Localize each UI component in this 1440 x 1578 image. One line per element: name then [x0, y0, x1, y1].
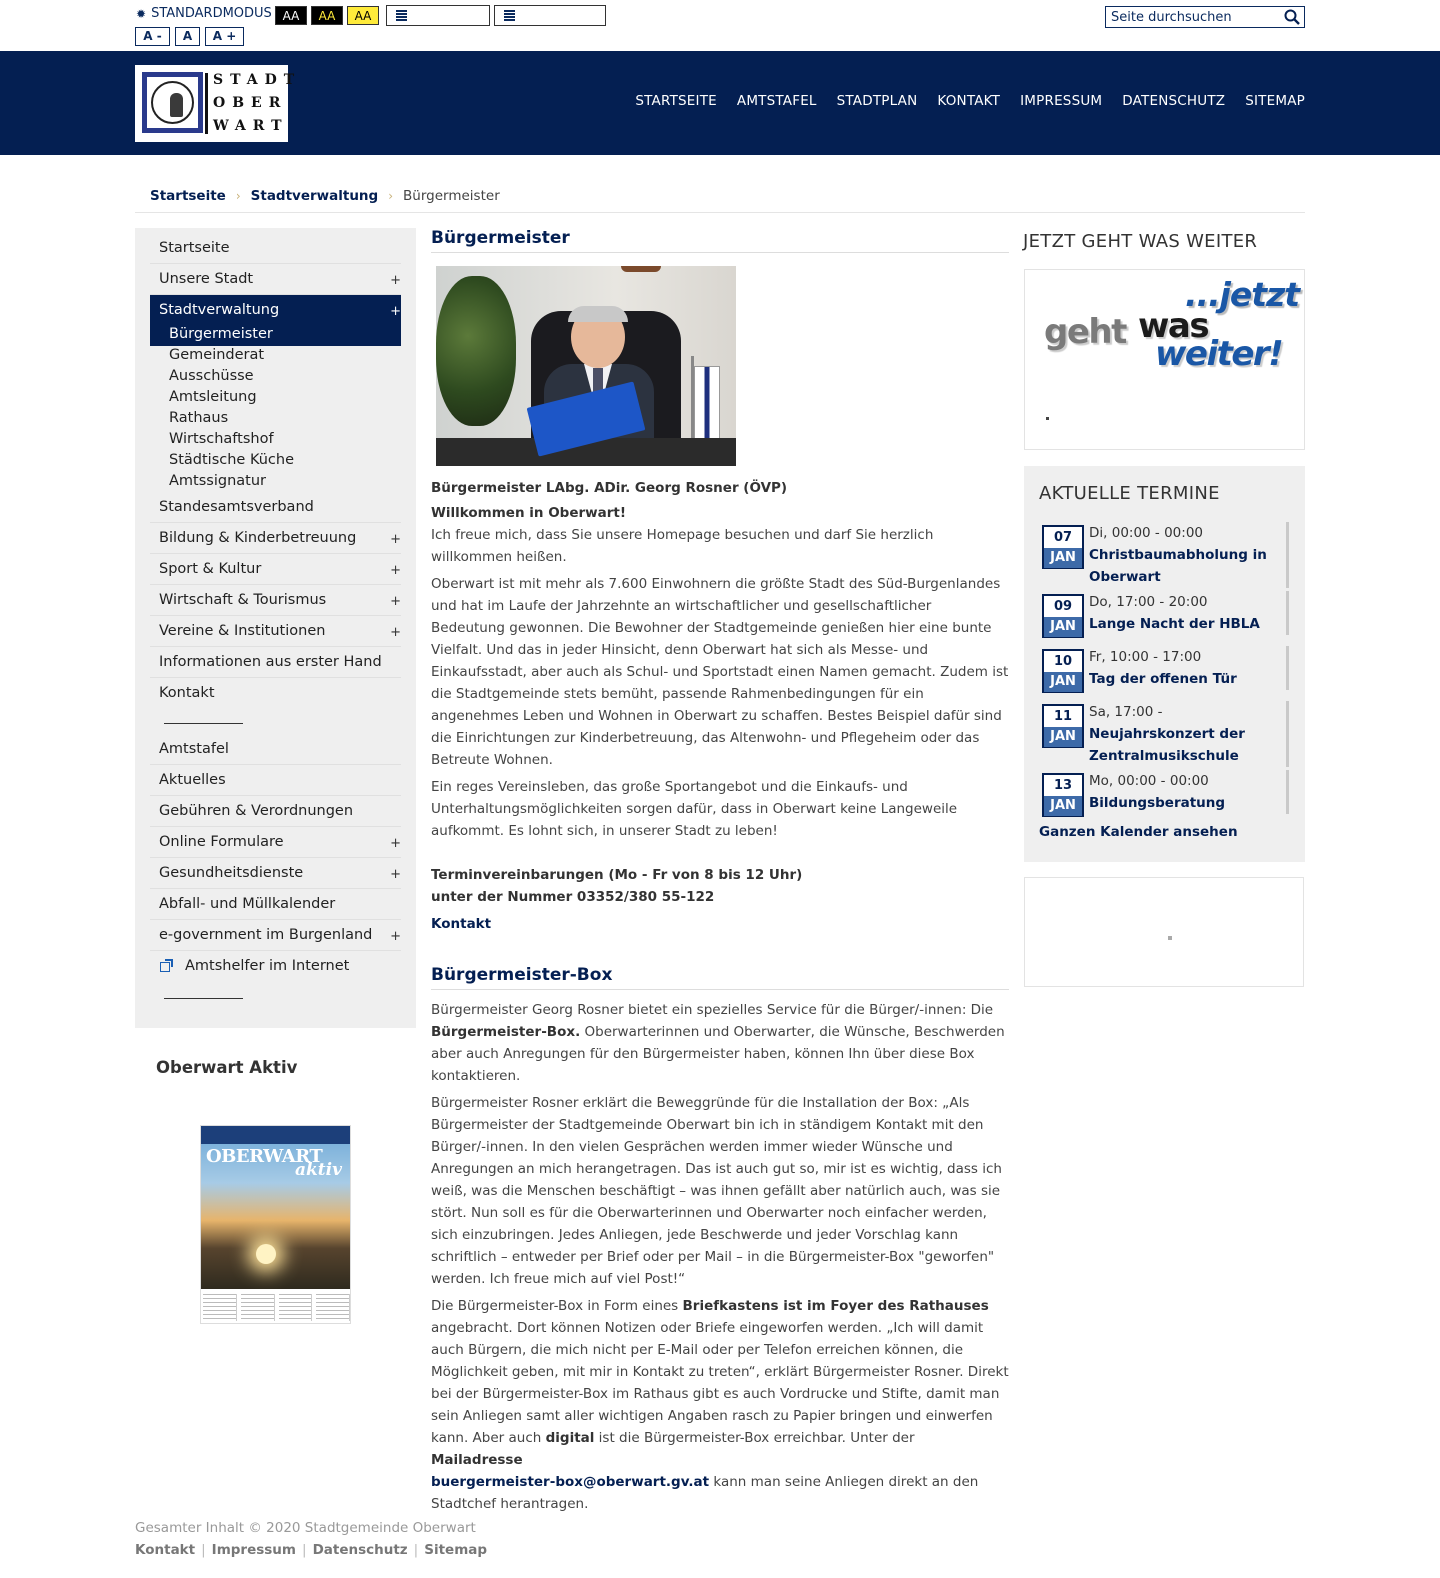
logo-word-1: STADT	[213, 72, 302, 88]
list-icon	[396, 10, 407, 21]
event-title[interactable]: Christbaumabholung in Oberwart	[1089, 547, 1267, 585]
nav-startseite[interactable]: STARTSEITE	[635, 93, 717, 109]
nav-stadtplan[interactable]: STADTPLAN	[836, 93, 918, 109]
nav-datenschutz[interactable]: DATENSCHUTZ	[1122, 93, 1226, 109]
event-date: 09 JAN	[1042, 594, 1084, 638]
divider	[164, 723, 243, 724]
plus-icon[interactable]: +	[390, 867, 401, 882]
nav-amtstafel[interactable]: AMTSTAFEL	[736, 93, 817, 109]
mail-link[interactable]: buergermeister-box@oberwart.gv.at	[431, 1474, 710, 1490]
line-spacing-button[interactable]	[386, 5, 490, 26]
sun-icon: ✹	[136, 6, 147, 21]
contrast-black-yellow-button[interactable]: AA	[311, 6, 343, 25]
site-header	[0, 51, 1440, 155]
plus-icon[interactable]: +	[390, 625, 401, 640]
letter-spacing-button[interactable]	[494, 5, 606, 26]
chevron-right-icon: ›	[235, 189, 241, 203]
box-paragraph-2: Bürgermeister Rosner erklärt die Beweggründe für die Installation der Box: „Als Bürgermeister der Stadtgemeinde Oberwart bin ich in ständigem Kontakt mit den Bürger/-innen. In den vielen Gesprächen werden immer wieder Wünsche und Anregungen an mich herangetragen. Das ist auch gut so, mir ist es wichtig, dass ich weiß, was die Menschen beschäftigt – was ihnen gefällt aber natürlich auch, was sie stört. Nun soll es für die Oberwarterinnen und Oberwarter noch einfacher werden, sich einzubringen. Jedes Anliegen, jede Beschwerde und jeder Vorschlag kann schriftlich – entweder per Brief oder per Mail – in die Bürgermeister-Box "geworfen" werden. Ich freue mich auf viel Post!“	[431, 1095, 1002, 1287]
plus-icon[interactable]: +	[390, 273, 401, 288]
event-time: Fr, 10:00 - 17:00	[1089, 649, 1202, 665]
city-paragraph: Oberwart ist mit mehr als 7.600 Einwohnern die größte Stadt des Süd-Burgenlandes und hat im Laufe der Jahrzehnte an wirtschaftlicher und gesellschaftlicher Bedeutung gewonnen. Die Bewohner der Stadtgemeinde genießen hier eine bunte Vielfalt. Und das in jeder Hinsicht, denn Oberwart hat sich als Messe- und Einkaufsstadt, aber auch als Schul- und Sportstadt einen Namen gemacht. Zudem ist die Stadtgemeinde stets bemüht, passende Rahmenbedingungen für ein angenehmes Leben und Wohnen in Oberwart zu schaffen. Bestes Beispiel dafür sind die Einrichtungen zur Kinderbetreuung, das Altenwohn- und Pflegeheim oder das Betreute Wohnen.	[431, 576, 1009, 768]
sidebar-item-stadtverwaltung[interactable]: Stadtverwaltung +	[150, 295, 401, 346]
footer-link-datenschutz[interactable]: Datenschutz	[312, 1542, 408, 1558]
cover-subtitle: aktiv	[295, 1160, 342, 1180]
coat-of-arms-icon	[142, 72, 203, 133]
slider-dot[interactable]	[1046, 417, 1049, 420]
office-hours: Terminvereinbarungen (Mo - Fr von 8 bis 12 Uhr)	[431, 867, 803, 883]
sidebar-subitem-amtsleitung[interactable]: Amtsleitung	[169, 389, 257, 405]
sidebar-subitem-amtssignatur[interactable]: Amtssignatur	[169, 473, 266, 489]
list-icon	[504, 10, 515, 21]
breadcrumb-current: Bürgermeister	[403, 188, 500, 204]
box-section-title: Bürgermeister-Box	[431, 965, 1009, 990]
sidebar-subitem-gemeinderat[interactable]: Gemeinderat	[169, 347, 265, 363]
banner-was: was	[1138, 306, 1209, 346]
contact-link[interactable]: Kontakt	[431, 916, 492, 932]
standard-mode-label: STANDARDMODUS	[151, 6, 272, 21]
footer-link-sitemap[interactable]: Sitemap	[424, 1542, 488, 1558]
oberwart-aktiv-heading: Oberwart Aktiv	[156, 1058, 298, 1077]
sidebar-subitem-buergermeister[interactable]: Bürgermeister	[160, 324, 401, 345]
sidebar-item-abfallkalender[interactable]: Abfall- und Müllkalender	[150, 889, 401, 920]
scrollbar[interactable]	[1286, 646, 1289, 690]
standard-mode-toggle[interactable]	[136, 6, 272, 21]
font-reset-button[interactable]: A	[175, 27, 200, 46]
contrast-yellow-black-button[interactable]: AA	[347, 6, 379, 25]
event-item[interactable]	[1039, 591, 1289, 637]
event-time: Do, 17:00 - 20:00	[1089, 594, 1208, 610]
event-date: 11 JAN	[1042, 704, 1084, 748]
box-paragraph-1: Bürgermeister Georg Rosner bietet ein spezielles Service für die Bürger/-innen: Die Bürgermeister-Box. Oberwarterinnen und Oberwarter, die Wünsche, Beschwerden aber auch Anregungen für den Bürgermeister haben, können Ihn über diese Box kontaktieren.	[431, 1002, 1005, 1084]
sidebar-item-gebuehren[interactable]: Gebühren & Verordnungen	[150, 796, 401, 827]
logo-word-2: OBER	[213, 95, 288, 111]
sidebar-item-standesamtsverband[interactable]: Standesamtsverband	[150, 492, 401, 523]
plus-icon[interactable]: +	[390, 563, 401, 578]
plus-icon[interactable]: +	[390, 304, 401, 319]
full-calendar-link[interactable]: Ganzen Kalender ansehen	[1039, 824, 1238, 840]
nav-kontakt[interactable]: KONTAKT	[937, 93, 1001, 109]
nav-impressum[interactable]: IMPRESSUM	[1020, 93, 1103, 109]
event-time: Sa, 17:00 -	[1089, 704, 1163, 720]
mayor-photo	[436, 266, 736, 466]
event-date: 13 JAN	[1042, 773, 1084, 817]
events-heading: AKTUELLE TERMINE	[1039, 483, 1220, 504]
cover-title: OBERWART	[206, 1146, 323, 1167]
nav-sitemap[interactable]: SITEMAP	[1245, 93, 1305, 109]
page-title: Bürgermeister	[431, 228, 1009, 253]
sidebar-item-vereine[interactable]: Vereine & Institutionen +	[150, 616, 401, 647]
site-logo[interactable]	[135, 65, 302, 142]
event-time: Mo, 00:00 - 00:00	[1089, 773, 1209, 789]
scrollbar[interactable]	[1286, 591, 1289, 635]
breadcrumb-section[interactable]: Stadtverwaltung	[250, 188, 379, 204]
search-icon[interactable]	[1284, 9, 1300, 25]
main-content	[431, 228, 1009, 1512]
sidebar-subitem-ausschuesse[interactable]: Ausschüsse	[169, 368, 254, 384]
sidebar-item-informationen[interactable]: Informationen aus erster Hand	[150, 647, 401, 678]
breadcrumb	[150, 188, 500, 204]
sidebar-item-amtstafel[interactable]: Amtstafel	[150, 734, 401, 765]
contrast-black-white-button[interactable]: AA	[275, 6, 307, 25]
utility-bar	[0, 0, 1440, 51]
sidebar-item-bildung[interactable]: Bildung & Kinderbetreuung +	[150, 523, 401, 554]
banner-jetzt: ...jetzt	[1185, 275, 1300, 314]
sidebar-item-wirtschaft-tourismus[interactable]: Wirtschaft & Tourismus +	[150, 585, 401, 616]
divider	[164, 998, 243, 999]
events-panel	[1024, 466, 1305, 862]
plus-icon[interactable]: +	[390, 929, 401, 944]
campaign-banner[interactable]	[1024, 269, 1305, 450]
banner-weiter: weiter!	[1155, 334, 1283, 374]
banner-geht: geht	[1044, 312, 1126, 352]
chevron-right-icon: ›	[388, 189, 394, 203]
sidebar-item-gesundheitsdienste[interactable]: Gesundheitsdienste +	[150, 858, 401, 889]
search-input[interactable]	[1106, 7, 1276, 27]
sidebar-subitem-wirtschaftshof[interactable]: Wirtschaftshof	[169, 431, 274, 447]
scrollbar[interactable]	[1286, 770, 1289, 814]
sidebar-item-unsere-stadt[interactable]: Unsere Stadt +	[150, 264, 401, 295]
footer-link-impressum[interactable]: Impressum	[211, 1542, 296, 1558]
sidebar-subitem-rathaus[interactable]: Rathaus	[169, 410, 229, 426]
sidebar-item-amtshelfer[interactable]: Amtshelfer im Internet	[185, 958, 350, 974]
plus-icon[interactable]: +	[390, 594, 401, 609]
plus-icon[interactable]: +	[390, 836, 401, 851]
sidebar-item-startseite[interactable]: Startseite	[150, 233, 401, 264]
sidebar-item-e-government[interactable]: e-government im Burgenland +	[150, 920, 401, 951]
breadcrumb-home[interactable]: Startseite	[150, 188, 226, 204]
footer-separator: |	[413, 1542, 419, 1558]
widget-placeholder	[1024, 877, 1304, 987]
main-nav	[635, 93, 1305, 109]
welcome-heading: Willkommen in Oberwart!	[431, 505, 627, 521]
scrollbar[interactable]	[1286, 522, 1289, 588]
event-time: Di, 00:00 - 00:00	[1089, 525, 1203, 541]
event-title[interactable]: Tag der offenen Tür	[1089, 671, 1237, 687]
sidebar-item-sport-kultur[interactable]: Sport & Kultur +	[150, 554, 401, 585]
plus-icon[interactable]: +	[390, 532, 401, 547]
scrollbar[interactable]	[1286, 701, 1289, 767]
event-title[interactable]: Neujahrskonzert der Zentralmusikschule	[1089, 726, 1245, 764]
intro-paragraph: Ich freue mich, dass Sie unsere Homepage besuchen und darf Sie herzlich willkommen heißen.	[431, 527, 934, 565]
box-paragraph-3: Die Bürgermeister-Box in Form eines Briefkastens ist im Foyer des Rathauses angebracht. Dort können Notizen oder Briefe eingeworfen werden. „Ich will damit auch Bürgern, die mich nicht per E-Mail oder per Telefon erreichen können, die Möglichkeit geben, mit mir in Kontakt zu treten“, erklärt Bürgermeister Rosner. Direkt bei der Bürgermeister-Box im Rathaus gibt es auch Vordrucke und Stifte, damit man sein Anliegen samt aller wichtigen Angaben rasch zu Papier bringen und einwerfen kann. Aber auch digital ist die Bürgermeister-Box erreichbar. Unter der Mailadresse buergermeister-box@oberwart.gv.at kann man seine Anliegen direkt an den Stadtchef herantragen.	[431, 1298, 1009, 1512]
footer-links	[135, 1542, 487, 1558]
sidebar-nav	[135, 228, 416, 1028]
font-decrease-button[interactable]: A -	[135, 27, 170, 46]
external-link-icon	[160, 962, 170, 972]
vereins-paragraph: Ein reges Vereinsleben, das große Sportangebot und die Einkaufs- und Unterhaltungsmöglichkeiten sorgen dafür, dass in Oberwart keine Langeweile aufkommt. Es lohnt sich, in unserer Stadt zu leben!	[431, 779, 958, 839]
event-item[interactable]	[1039, 701, 1289, 767]
sidebar-item-online-formulare[interactable]: Online Formulare +	[150, 827, 401, 858]
logo-word-3: WART	[213, 118, 289, 134]
footer-separator: |	[302, 1542, 307, 1558]
event-item[interactable]	[1039, 770, 1289, 816]
divider	[135, 212, 1305, 213]
sidebar-item-kontakt[interactable]: Kontakt	[159, 685, 215, 701]
footer-separator: |	[201, 1542, 206, 1558]
sidebar-subitem-staedtische-kueche[interactable]: Städtische Küche	[169, 452, 294, 468]
sidebar-item-aktuelles[interactable]: Aktuelles	[150, 765, 401, 796]
mayor-name: Bürgermeister LAbg. ADir. Georg Rosner (ÖVP)	[431, 480, 788, 496]
font-increase-button[interactable]: A +	[205, 27, 244, 46]
footer-link-kontakt[interactable]: Kontakt	[135, 1542, 196, 1558]
office-phone: unter der Nummer 03352/380 55-122	[431, 889, 715, 905]
search-box	[1105, 6, 1305, 28]
footer-copyright: Gesamter Inhalt © 2020 Stadtgemeinde Oberwart	[135, 1520, 476, 1536]
event-title[interactable]: Lange Nacht der HBLA	[1089, 616, 1260, 632]
event-item[interactable]	[1039, 646, 1289, 692]
event-date: 07 JAN	[1042, 525, 1084, 569]
event-item[interactable]	[1039, 522, 1289, 588]
campaign-heading: JETZT GEHT WAS WEITER	[1023, 231, 1258, 252]
event-date: 10 JAN	[1042, 649, 1084, 693]
oberwart-aktiv-cover[interactable]	[200, 1125, 351, 1324]
event-title[interactable]: Bildungsberatung	[1089, 795, 1226, 811]
